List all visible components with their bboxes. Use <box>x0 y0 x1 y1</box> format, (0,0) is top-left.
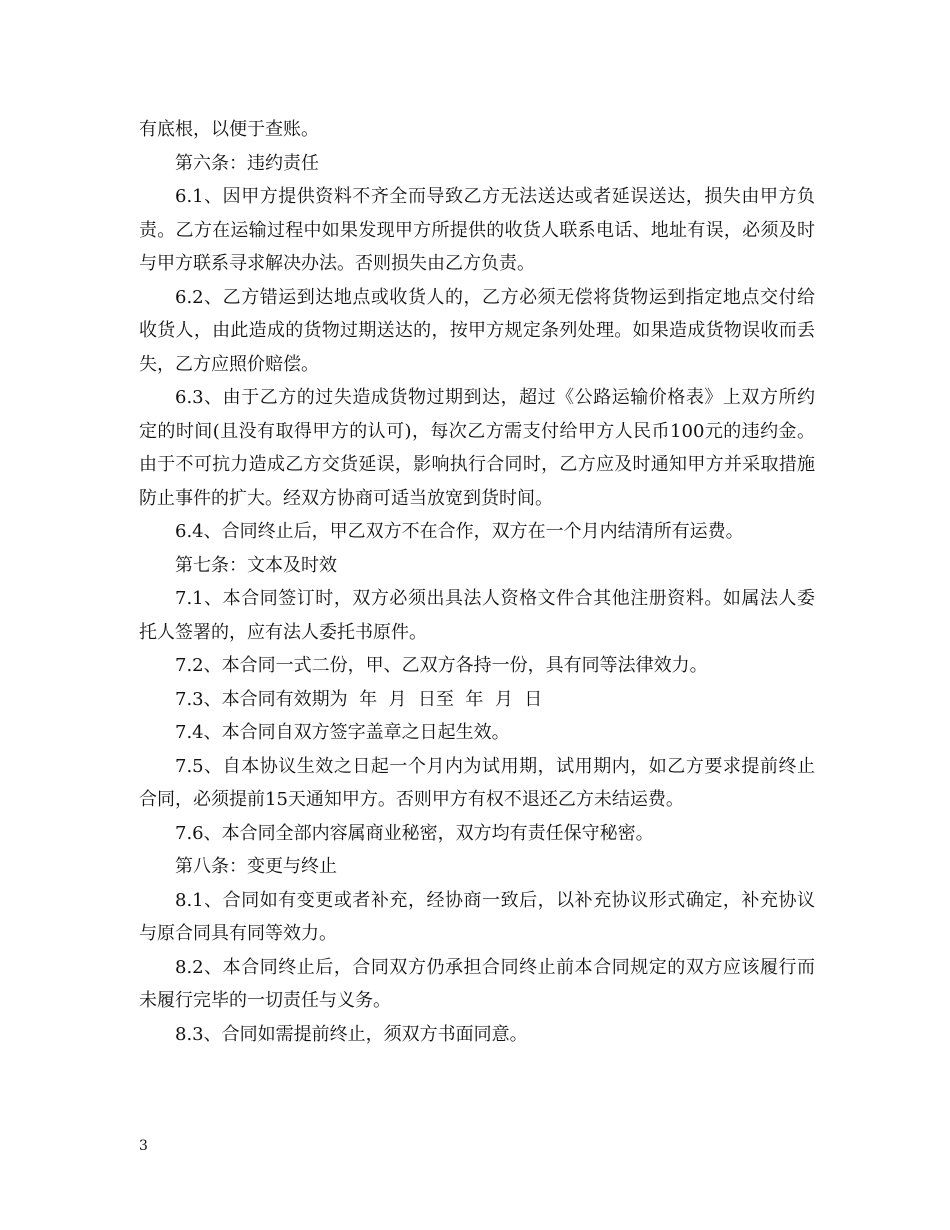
section-heading-article-7: 第七条：文本及时效 <box>175 554 337 576</box>
clause-7-6: 7.6、本合同全部内容属商业秘密，双方均有责任保守秘密。 <box>175 822 654 844</box>
clause-7-1: 7.1、本合同签订时，双方必须出具法人资格文件合其他注册资料。如属法人委托人签署的，应有法人委托书原件。 <box>139 588 815 643</box>
clause-6-4: 6.4、合同终止后，甲乙双方不在合作，双方在一个月内结清所有运费。 <box>175 521 744 542</box>
clause-6-3: 6.3、由于乙方的过失造成货物过期到达，超过《公路运输价格表》上双方所约定的时间(且没有取得甲方的认可)，每次乙方需支付给甲方人民币100元的违约金。由于不可抗力造成乙方交货延误，影响执行合同时，乙方应及时通知甲方并采取措施防止事件的扩大。经双方协商可适当放宽到货时间。 <box>139 387 815 509</box>
section-heading-article-6: 第六条：违约责任 <box>175 152 319 174</box>
clause-6-1: 6.1、因甲方提供资料不齐全而导致乙方无法送达或者延误送达，损失由甲方负责。乙方在运输过程中如果发现甲方所提供的收货人联系电话、地址有误，必须及时与甲方联系寻求解决办法。否则损失由乙方负责。 <box>139 186 815 274</box>
clause-7-3: 7.3、本合同有效期为 年 月 日至 年 月 日 <box>175 688 543 710</box>
clause-7-4: 7.4、本合同自双方签字盖章之日起生效。 <box>175 722 510 743</box>
clause-8-2: 8.2、本合同终止后，合同双方仍承担合同终止前本合同规定的双方应该履行而未履行完毕的一切责任与义务。 <box>139 956 815 1011</box>
clause-6-2: 6.2、乙方错运到达地点或收货人的，乙方必须无偿将货物运到指定地点交付给收货人，由此造成的货物过期送达的，按甲方规定条列处理。如果造成货物误收而丢失，乙方应照价赔偿。 <box>139 286 815 375</box>
section-heading-article-8: 第八条：变更与终止 <box>175 856 337 877</box>
paragraph-continuation: 有底根，以便于查账。 <box>139 119 319 140</box>
clause-7-5: 7.5、自本协议生效之日起一个月内为试用期，试用期内，如乙方要求提前终止合同，必须提前15天通知甲方。否则甲方有权不退还乙方未结运费。 <box>139 755 815 810</box>
clause-8-1: 8.1、合同如有变更或者补充，经协商一致后，以补充协议形式确定，补充协议与原合同具有同等效力。 <box>139 889 815 944</box>
clause-7-2: 7.2、本合同一式二份，甲、乙双方各持一份，具有同等法律效力。 <box>175 655 708 676</box>
document-body <box>139 113 815 1051</box>
page-number: 3 <box>139 1138 148 1154</box>
clause-8-3: 8.3、合同如需提前终止，须双方书面同意。 <box>175 1023 528 1045</box>
